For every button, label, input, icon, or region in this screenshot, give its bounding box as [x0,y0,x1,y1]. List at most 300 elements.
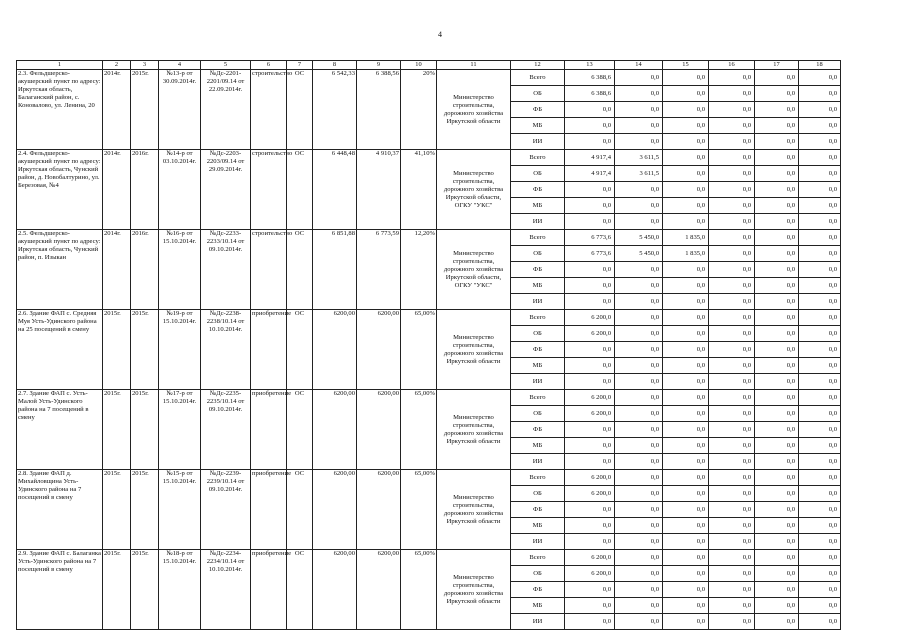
table-cell: Министерство строительства, дорожного хозяйства Иркутской области [437,390,511,470]
table-cell: 0,0 [799,614,841,630]
table-cell: 0,0 [755,166,799,182]
table-cell: 0,0 [663,166,709,182]
table-cell: 0,0 [615,182,663,198]
table-cell: №Дс-2239-2239/10.14 от 09.10.2014г. [201,470,251,550]
table-cell: 0,0 [615,310,663,326]
table-cell: 0,0 [755,518,799,534]
table-cell: 1 835,0 [663,246,709,262]
table-row [17,310,841,326]
table-cell: 4 917,4 [565,166,615,182]
table-cell: 6200,00 [357,310,401,390]
column-number: 9 [357,61,401,70]
table-cell: 2.7. Здание ФАП с. Усть-Малой Усть-Удинского района на 7 посещений в смену [17,390,103,470]
table-cell: 2014г. [103,150,131,230]
table-cell: 0,0 [709,294,755,310]
table-cell: 5 450,0 [615,246,663,262]
table-cell: 0,0 [799,262,841,278]
table-cell: 0,0 [565,614,615,630]
table-cell: ОС [287,470,313,550]
table-cell: 0,0 [709,502,755,518]
table-cell: 0,0 [799,470,841,486]
table-cell: МБ [511,358,565,374]
column-number: 10 [401,61,437,70]
table-cell: 0,0 [709,390,755,406]
table-cell: 0,0 [615,598,663,614]
table-cell: 0,0 [615,70,663,86]
table-cell: ФБ [511,422,565,438]
table-cell: 0,0 [799,246,841,262]
column-number: 1 [17,61,103,70]
table-cell: 0,0 [799,454,841,470]
table-cell: 0,0 [709,326,755,342]
table-cell: 6200,00 [357,550,401,630]
table-cell: 2.8. Здание ФАП д. Михайловщина Усть-Удинского района на 7 посещений в смену [17,470,103,550]
table-cell: 0,0 [709,454,755,470]
table-cell: ОБ [511,166,565,182]
table-cell: 0,0 [709,550,755,566]
table-cell: 12,20% [401,230,437,310]
table-cell: ОС [287,550,313,630]
table-cell: 0,0 [799,518,841,534]
table-cell: 6200,00 [357,390,401,470]
table-cell: 0,0 [799,182,841,198]
table-cell: 0,0 [709,246,755,262]
table-cell: 20% [401,70,437,150]
table-cell: 0,0 [565,582,615,598]
table-cell: 0,0 [663,70,709,86]
table-cell: 0,0 [799,438,841,454]
table-cell: 0,0 [709,150,755,166]
table-cell: 0,0 [663,294,709,310]
table-cell: 2.4. Фельдшерско-акушерский пункт по адресу: Иркутская область, Чунский район, д. Новобалтурино, ул. Березовая, №4 [17,150,103,230]
table-cell: 0,0 [709,406,755,422]
table-cell: 0,0 [799,534,841,550]
table-cell: 0,0 [615,118,663,134]
table-cell: 0,0 [663,182,709,198]
table-cell: 0,0 [663,214,709,230]
table-cell: Министерство строительства, дорожного хозяйства Иркутской области, ОГКУ "УКС" [437,230,511,310]
table-cell: №Дс-2235-2235/10.14 от 09.10.2014г. [201,390,251,470]
table-cell: 6 542,33 [313,70,357,150]
table-cell: 2015г. [103,310,131,390]
table-cell: 0,0 [755,614,799,630]
table-cell: 0,0 [615,262,663,278]
column-number: 4 [159,61,201,70]
table-cell: 4 910,37 [357,150,401,230]
table-cell: ОБ [511,86,565,102]
table-cell: 0,0 [799,278,841,294]
table-cell: 0,0 [615,470,663,486]
table-cell: 0,0 [663,502,709,518]
table-cell: 0,0 [755,198,799,214]
table-cell: №Дс-2201-2201/09.14 от 22.09.2014г. [201,70,251,150]
column-number-row [17,61,841,70]
table-cell: 0,0 [615,342,663,358]
table-cell: 5 450,0 [615,230,663,246]
table-cell: ИИ [511,374,565,390]
table-cell: 0,0 [709,166,755,182]
table-cell: 0,0 [799,102,841,118]
table-cell: 0,0 [799,406,841,422]
table-cell: №14-р от 03.10.2014г. [159,150,201,230]
table-cell: Министерство строительства, дорожного хозяйства Иркутской области [437,70,511,150]
table-cell: 0,0 [709,598,755,614]
table-cell: 0,0 [663,614,709,630]
table-cell: 0,0 [709,614,755,630]
table-cell: ИИ [511,454,565,470]
table-cell: 0,0 [755,262,799,278]
table-cell: Министерство строительства, дорожного хозяйства Иркутской области [437,310,511,390]
table-cell: 0,0 [799,486,841,502]
table-cell: 0,0 [615,518,663,534]
table-cell: 0,0 [663,518,709,534]
table-cell: 2015г. [131,550,159,630]
table-cell: 0,0 [663,150,709,166]
table-cell: 6 200,0 [565,310,615,326]
table-cell: 0,0 [799,214,841,230]
table-cell: 0,0 [799,134,841,150]
table-cell: 6 200,0 [565,326,615,342]
table-cell: МБ [511,438,565,454]
table-cell: 6200,00 [313,310,357,390]
table-cell: 0,0 [709,470,755,486]
column-number: 2 [103,61,131,70]
table-cell: приобретение [251,390,287,470]
table-cell: 0,0 [755,310,799,326]
table-cell: 0,0 [755,470,799,486]
table-cell: 0,0 [755,86,799,102]
table-cell: Всего [511,150,565,166]
column-number: 14 [615,61,663,70]
table-cell: 3 611,5 [615,166,663,182]
table-cell: ФБ [511,262,565,278]
table-cell: 0,0 [565,182,615,198]
table-cell: 0,0 [663,326,709,342]
table-cell: ФБ [511,102,565,118]
table-cell: 0,0 [755,406,799,422]
table-cell: 2015г. [103,550,131,630]
table-cell: 0,0 [799,198,841,214]
table-cell: 0,0 [799,550,841,566]
table-cell: 0,0 [615,278,663,294]
table-cell: Министерство строительства, дорожного хозяйства Иркутской области, ОГКУ "УКС" [437,150,511,230]
table-row [17,230,841,246]
table-cell: 0,0 [709,214,755,230]
table-cell: 0,0 [799,326,841,342]
table-cell: 2015г. [131,390,159,470]
table-cell: приобретение [251,470,287,550]
table-cell: 0,0 [709,518,755,534]
table-cell: 0,0 [709,534,755,550]
table-cell: 0,0 [615,566,663,582]
table-cell: 2015г. [131,470,159,550]
table-cell: 0,0 [565,294,615,310]
table-cell: 0,0 [663,374,709,390]
table-cell: 0,0 [709,278,755,294]
table-cell: 0,0 [755,134,799,150]
column-number: 7 [287,61,313,70]
table-cell: 0,0 [709,198,755,214]
table-cell: 0,0 [799,582,841,598]
table-cell: 0,0 [755,294,799,310]
table-cell: 0,0 [709,310,755,326]
table-cell: 0,0 [755,582,799,598]
table-cell: 0,0 [709,566,755,582]
table-cell: 0,0 [709,582,755,598]
table-cell: №Дс-2233-2233/10.14 от 09.10.2014г. [201,230,251,310]
table-cell: 0,0 [663,86,709,102]
table-row [17,550,841,566]
table-cell: №16-р от 15.10.2014г. [159,230,201,310]
table-cell: 0,0 [565,118,615,134]
table-cell: МБ [511,198,565,214]
table-cell: 0,0 [663,422,709,438]
table-cell: 0,0 [663,486,709,502]
table-cell: 0,0 [709,134,755,150]
table-cell: ОС [287,310,313,390]
table-cell: 0,0 [565,518,615,534]
table-cell: 6 200,0 [565,550,615,566]
table-cell: 0,0 [663,566,709,582]
table-cell: 0,0 [615,294,663,310]
table-cell: 0,0 [799,422,841,438]
table-cell: 6 388,6 [565,86,615,102]
table-cell: 0,0 [755,534,799,550]
table-cell: Всего [511,70,565,86]
table-cell: МБ [511,518,565,534]
table-cell: 0,0 [565,342,615,358]
table-cell: строительство [251,70,287,150]
table-cell: 0,0 [615,550,663,566]
table-cell: 0,0 [615,502,663,518]
table-cell: 6200,00 [313,470,357,550]
table-cell: 6200,00 [313,390,357,470]
table-cell: ОБ [511,246,565,262]
table-cell: ОС [287,70,313,150]
table-cell: 0,0 [709,342,755,358]
table-cell: 65,00% [401,390,437,470]
table-cell: 0,0 [709,86,755,102]
table-cell: 0,0 [709,182,755,198]
table-cell: 3 611,5 [615,150,663,166]
table-cell: 0,0 [755,502,799,518]
table-cell: №18-р от 15.10.2014г. [159,550,201,630]
table-cell: №Дс-2203-2203/09.14 от 29.09.2014г. [201,150,251,230]
table-cell: 0,0 [565,438,615,454]
table-cell: 6 448,48 [313,150,357,230]
table-cell: 0,0 [565,422,615,438]
table-row [17,70,841,86]
table-cell: приобретение [251,310,287,390]
table-cell: 6 773,59 [357,230,401,310]
table-cell: №15-р от 15.10.2014г. [159,470,201,550]
table-cell: 0,0 [565,598,615,614]
column-number: 3 [131,61,159,70]
table-cell: Всего [511,470,565,486]
table-cell: 0,0 [799,598,841,614]
table-cell: 2014г. [103,70,131,150]
table-row [17,390,841,406]
table-cell: 0,0 [663,582,709,598]
table-cell: 0,0 [615,134,663,150]
table-cell: ИИ [511,614,565,630]
table-cell: Всего [511,390,565,406]
column-number: 17 [755,61,799,70]
table-cell: 6 773,6 [565,246,615,262]
table-cell: МБ [511,598,565,614]
table-cell: №Дс-2238-2238/10.14 от 10.10.2014г. [201,310,251,390]
table-cell: 0,0 [615,374,663,390]
table-cell: 0,0 [663,342,709,358]
table-cell: 2015г. [131,70,159,150]
table-cell: 0,0 [565,214,615,230]
table-cell: 0,0 [615,438,663,454]
table-cell: 2014г. [103,230,131,310]
table-cell: 2.3. Фельдшерско-акушерский пункт по адресу: Иркутская область, Балаганский район, с. Коновалово, ул. Ленина, 20 [17,70,103,150]
page-number: 4 [438,30,442,39]
table-cell: 0,0 [799,166,841,182]
table-cell: 0,0 [799,390,841,406]
table-cell: 0,0 [755,598,799,614]
table-cell: 6 200,0 [565,406,615,422]
table-cell: 6 388,56 [357,70,401,150]
table-cell: 0,0 [615,454,663,470]
table-cell: ИИ [511,134,565,150]
table-cell: 0,0 [755,422,799,438]
table-cell: ИИ [511,214,565,230]
table-cell: 6 773,6 [565,230,615,246]
table-cell: 0,0 [663,278,709,294]
financing-table [16,60,841,630]
table-cell: 0,0 [709,438,755,454]
table-cell: 0,0 [615,326,663,342]
table-cell: №19-р от 15.10.2014г. [159,310,201,390]
table-cell: 2015г. [103,470,131,550]
table-cell: 0,0 [755,102,799,118]
table-cell: ОБ [511,486,565,502]
table-cell: 0,0 [615,534,663,550]
table-cell: 2.6. Здание ФАП с. Средняя Муя Усть-Удинского района на 25 посещений в смену [17,310,103,390]
table-cell: 0,0 [663,134,709,150]
table-cell: 6 200,0 [565,566,615,582]
table-cell: 0,0 [615,198,663,214]
table-cell: 0,0 [755,342,799,358]
table-cell: 0,0 [755,70,799,86]
table-cell: 0,0 [663,550,709,566]
table-cell: приобретение [251,550,287,630]
table-cell: 0,0 [615,486,663,502]
table-cell: 6 200,0 [565,486,615,502]
table-cell: 0,0 [709,422,755,438]
table-cell: 0,0 [615,214,663,230]
table-cell: 0,0 [755,390,799,406]
table-cell: 65,00% [401,470,437,550]
table-cell: 0,0 [755,214,799,230]
table-cell: 0,0 [755,118,799,134]
table-row [17,470,841,486]
table-cell: 0,0 [755,566,799,582]
table-cell: 0,0 [565,502,615,518]
table-cell: 0,0 [755,374,799,390]
table-cell: 2.9. Здание ФАП с. Балаганка Усть-Удинского района на 7 посещений в смену [17,550,103,630]
table-cell: строительство [251,230,287,310]
table-cell: 0,0 [799,310,841,326]
column-number: 18 [799,61,841,70]
column-number: 12 [511,61,565,70]
table-cell: 0,0 [663,406,709,422]
table-cell: 0,0 [799,70,841,86]
table-cell: 0,0 [755,246,799,262]
table-cell: 0,0 [799,118,841,134]
table-cell: 0,0 [799,358,841,374]
table-cell: 0,0 [565,358,615,374]
table-cell: 0,0 [663,438,709,454]
column-number: 15 [663,61,709,70]
table-cell: 0,0 [755,358,799,374]
column-number: 16 [709,61,755,70]
table-cell: ОС [287,230,313,310]
table-cell: 0,0 [615,358,663,374]
table-cell: 0,0 [565,278,615,294]
table-cell: 0,0 [663,118,709,134]
table-cell: 6 388,6 [565,70,615,86]
table-cell: 65,00% [401,310,437,390]
table-cell: 0,0 [799,150,841,166]
table-cell: 0,0 [709,118,755,134]
table-cell: 0,0 [663,470,709,486]
table-cell: 0,0 [799,502,841,518]
table-cell: 0,0 [615,614,663,630]
table-cell: 0,0 [615,102,663,118]
table-cell: 0,0 [565,374,615,390]
table-cell: ОБ [511,406,565,422]
table-cell: 0,0 [565,198,615,214]
column-number: 5 [201,61,251,70]
table-cell: ФБ [511,342,565,358]
table-cell: МБ [511,118,565,134]
table-cell: 0,0 [755,150,799,166]
table-cell: 0,0 [565,262,615,278]
table-cell: 1 835,0 [663,230,709,246]
table-cell: 0,0 [663,262,709,278]
table-cell: 0,0 [663,102,709,118]
table-cell: №Дс-2234-2234/10.14 от 10.10.2014г. [201,550,251,630]
table-cell: 0,0 [663,390,709,406]
table-cell: 0,0 [755,278,799,294]
column-number: 13 [565,61,615,70]
table-cell: 0,0 [663,454,709,470]
table-cell: 0,0 [709,262,755,278]
table-cell: 6 200,0 [565,470,615,486]
table-cell: 2.5. Фельдшерско-акушерский пункт по адресу: Иркутская область, Чунский район, п. Изыкан [17,230,103,310]
table-cell: 0,0 [709,486,755,502]
table-cell: 0,0 [615,582,663,598]
table-cell: 0,0 [663,198,709,214]
table-cell: 4 917,4 [565,150,615,166]
table-cell: 6 851,88 [313,230,357,310]
table-cell: 0,0 [615,422,663,438]
table-cell: МБ [511,278,565,294]
table-cell: 0,0 [663,598,709,614]
table-cell: 0,0 [755,486,799,502]
table-cell: 2016г. [131,230,159,310]
table-cell: 0,0 [755,454,799,470]
table-cell: 6200,00 [357,470,401,550]
table-cell: №17-р от 15.10.2014г. [159,390,201,470]
table-cell: ОС [287,150,313,230]
table-cell: 0,0 [755,326,799,342]
table-cell: 0,0 [799,374,841,390]
